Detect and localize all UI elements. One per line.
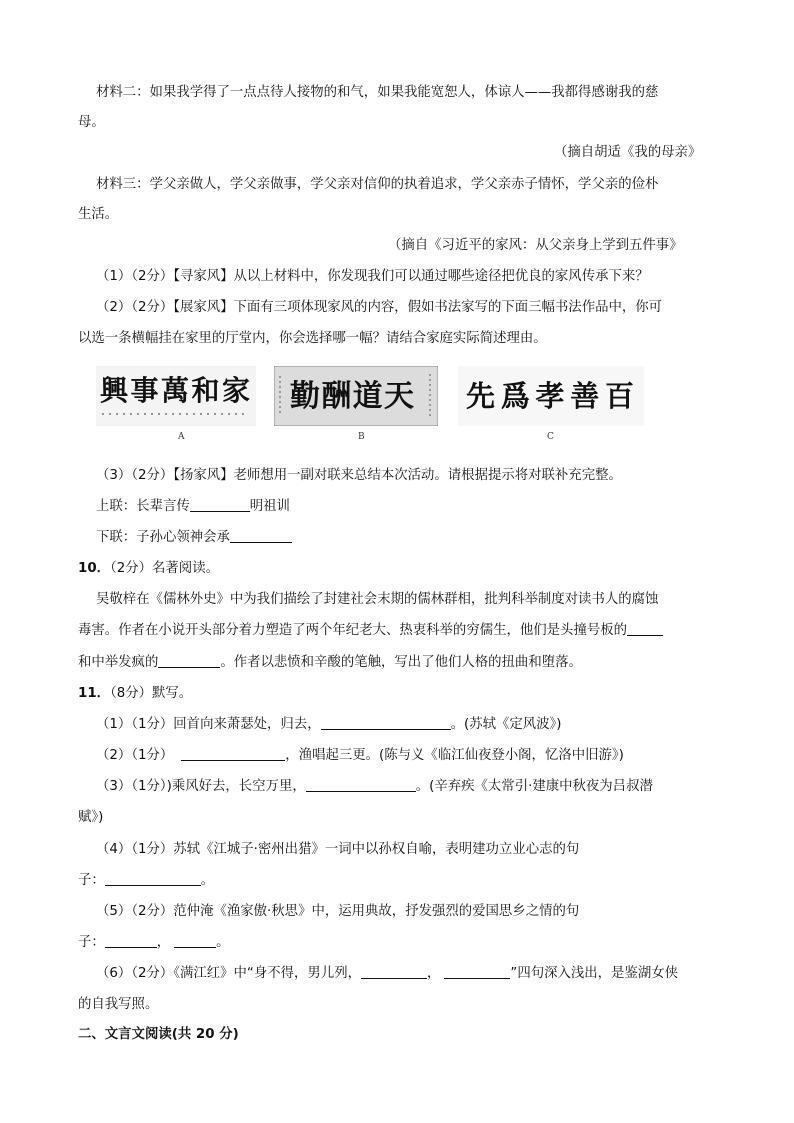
material3-line2: 生活。 [78,207,119,222]
q11-s5-cont [78,933,230,953]
q11-number: 11． [78,686,111,701]
q11-s2 [96,746,624,766]
q11-s3 [96,777,653,797]
q10-line3-head: 和中举发疯的 [78,655,159,670]
q11-s6-sep: ， [427,966,441,981]
calligraphy-image-c [458,366,644,426]
q9-sub2-line2: 以选一条横幅挂在家里的厅堂内，你会选择哪一幅？请结合家庭实际简述理由。 [78,331,547,346]
q10-line3-tail: 。作者以悲愤和辛酸的笔触，写出了他们人格的扭曲和堕落。 [220,655,582,670]
q11-s4-cont [78,871,214,891]
q10-heading [78,559,219,579]
q11-s1-tail: 。(苏轼《定风波》) [450,717,562,732]
q9-sub2-line1: （2）（2分）【展家风】下面有三项体现家风的内容，假如书法家写的下面三幅书法作品中，你可 [96,300,663,315]
calligraphy-label-c: C [547,432,554,442]
q11-s5: （5）（2分）范仲淹《渔家傲·秋思》中，运用典故，抒发强烈的爱国思乡之情的句 [96,904,580,919]
q10-line1: 吴敬梓在《儒林外史》中为我们描绘了封建社会末期的儒林群相，批判科举制度对读书人的腐蚀 [96,592,659,607]
q10-line3 [78,653,582,673]
couplet-lower-head: 下联：子孙心领神会承 [96,530,230,545]
calligraphy-label-a: A [178,432,185,442]
q10-blank2[interactable] [158,655,220,668]
q11-s2-tail: ，渔唱起三更。(陈与义《临江仙夜登小阁，忆洛中旧游》) [285,748,624,763]
material2-line2: 母。 [78,115,105,130]
material3-source: （摘自《习近平的家风：从父亲身上学到五件事》 [388,238,683,253]
calligraphy-row [96,366,656,430]
q11-s3-head: （3）（1分）)乘风好去，长空万里， [96,779,306,794]
q11-s1-head: （1）（1分）回首向来萧瑟处，归去， [96,717,321,732]
q11-s5-head: 子： [78,935,105,950]
q10-blank1[interactable] [627,623,663,636]
q11-s6-blank1[interactable] [361,966,427,979]
calligraphy-b-text: 勤酬道天 [290,379,414,414]
couplet-upper-head: 上联：长辈言传 [96,499,190,514]
q11-heading [78,684,192,704]
q11-s4-head: 子： [78,873,105,888]
calligraphy-image-a [96,366,256,426]
material2-line1: 材料二：如果我学得了一点点待人接物的和气，如果我能宽恕人，体谅人——我都得感谢我的慈 [96,85,659,100]
couplet-lower [96,528,292,548]
calligraphy-label-b: B [358,432,365,442]
q11-s2-head: （2）（1分） [96,748,174,763]
q11-head: （8分）默写。 [110,686,193,701]
q11-s6-tail: ”四句深入浅出，是鉴湖女侠 [510,966,679,981]
q11-s5-blank2[interactable] [174,935,216,948]
q11-s1-blank[interactable] [321,717,451,730]
calligraphy-a-text: 興事萬和家 [100,374,250,407]
q11-s5-sep: ， [156,935,171,950]
couplet-lower-blank[interactable] [230,530,292,543]
q11-s4-blank[interactable] [105,873,201,886]
q11-s4-tail: 。 [200,873,215,888]
q11-s5-blank1[interactable] [105,935,157,948]
q11-s6-head: （6）（2分）《满江红》中“身不得，男儿列， [96,966,361,981]
q10-number: 10． [78,561,111,576]
q11-s3-blank[interactable] [306,779,416,792]
q11-s6-cont: 的自我写照。 [78,997,159,1012]
q10-head: （2分）名著阅读。 [110,561,219,576]
q11-s2-blank[interactable] [181,748,285,761]
q10-line2-text: 毒害。作者在小说开头部分着力塑造了两个年纪老大、热衷科举的穷儒生，他们是头撞号板的 [78,623,628,638]
q9-sub3: （3）（2分）【扬家风】老师想用一副对联来总结本次活动。请根据提示将对联补充完整。 [96,468,622,483]
section-heading: 二、文言文阅读(共 20 分) [78,1027,239,1042]
couplet-upper [96,497,290,517]
material3-line1: 材料三：学父亲做人，学父亲做事，学父亲对信仰的执着追求，学父亲赤子情怀，学父亲的俭朴 [96,177,659,192]
q11-s1 [96,715,561,735]
q11-s6 [96,964,678,984]
couplet-upper-blank[interactable] [190,499,250,512]
calligraphy-c-text: 先爲孝善百 [466,379,634,413]
q9-sub1: （1）（2分）【寻家风】从以上材料中，你发现我们可以通过哪些途径把优良的家风传承下来？ [96,269,649,284]
couplet-upper-tail: 明祖训 [249,499,290,514]
q11-s4: （4）（1分）苏轼《江城子·密州出猎》一词中以孙权自喻，表明建功立业心志的句 [96,842,580,857]
material2-source: （摘自胡适《我的母亲》 [554,145,702,160]
q11-s3-tail: 。(辛弃疾《太常引·建康中秋夜为吕叔潜 [415,779,653,794]
q11-s6-blank2[interactable] [444,966,510,979]
calligraphy-image-b [274,366,438,426]
q11-s5-tail: 。 [216,935,230,950]
q10-line2 [78,621,663,641]
q11-s3-cont: 赋》) [78,810,104,825]
